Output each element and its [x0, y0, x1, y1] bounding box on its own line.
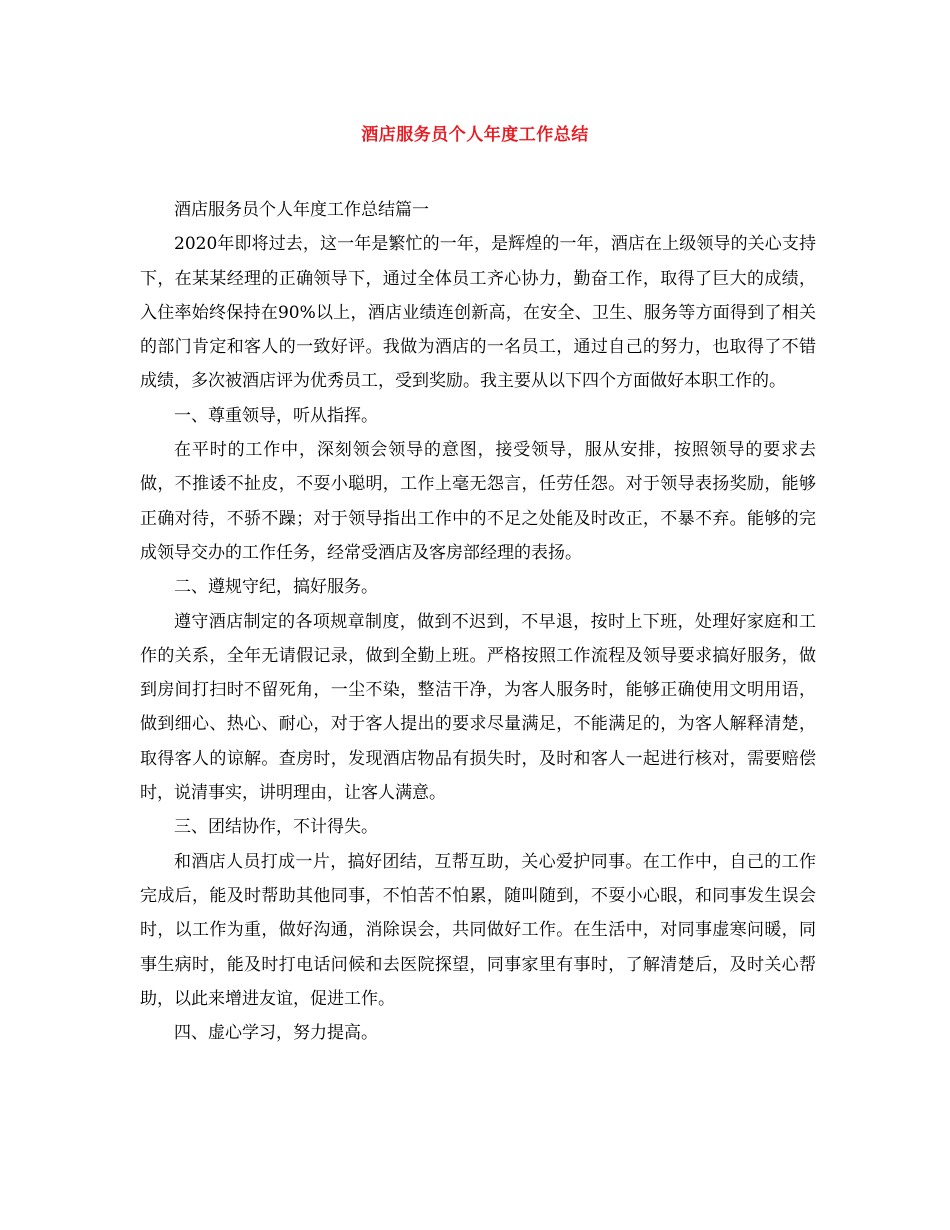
paragraph-section-1: 在平时的工作中，深刻领会领导的意图，接受领导，服从安排，按照领导的要求去做，不推诿不扯皮，不耍小聪明，工作上毫无怨言，任劳任怨。对于领导表扬奖励，能够正确对待，不骄不躁；对于领导指出工作中的不足之处能及时改正，不暴不弃。能够的完成领导交办的工作任务，经常受酒店及客房部经理的表扬。 — [140, 440, 816, 563]
document-title: 酒店服务员个人年度工作总结 — [361, 125, 589, 145]
section-heading-1: 一、尊重领导，听从指挥。 — [174, 405, 378, 426]
section-heading-4: 四、虚心学习，努力提高。 — [174, 1023, 378, 1044]
section-heading-3: 三、团结协作，不计得失。 — [174, 817, 378, 838]
paragraph-section-3: 和酒店人员打成一片，搞好团结，互帮互助，关心爱护同事。在工作中，自己的工作完成后，能及时帮助其他同事，不怕苦不怕累，随叫随到，不耍小心眼，和同事发生误会时，以工作为重，做好沟通，消除误会，共同做好工作。在生活中，对同事虚寒问暖，同事生病时，能及时打电话问候和去医院探望，同事家里有事时，了解清楚后，及时关心帮助，以此来增进友谊，促进工作。 — [140, 851, 816, 1009]
section-heading-2: 二、遵规守纪，搞好服务。 — [174, 577, 378, 598]
paragraph-section-2: 遵守酒店制定的各项规章制度，做到不迟到，不早退，按时上下班，处理好家庭和工作的关系，全年无请假记录，做到全勤上班。严格按照工作流程及领导要求搞好服务，做到房间打扫时不留死角，一尘不染，整洁干净，为客人服务时，能够正确使用文明用语，做到细心、热心、耐心，对于客人提出的要求尽量满足，不能满足的，为客人解释清楚，取得客人的谅解。查房时，发现酒店物品有损失时，及时和客人一起进行核对，需要赔偿时，说清事实，讲明理由，让客人满意。 — [140, 611, 816, 804]
document-body — [140, 193, 816, 1050]
paragraph-intro: 2020年即将过去，这一年是繁忙的一年，是辉煌的一年，酒店在上级领导的关心支持下，在某某经理的正确领导下，通过全体员工齐心协力，勤奋工作，取得了巨大的成绩，入住率始终保持在90%以上，酒店业绩连创新高，在安全、卫生、服务等方面得到了相关的部门肯定和客人的一致好评。我做为酒店的一名员工，通过自己的努力，也取得了不错成绩，多次被酒店评为优秀员工，受到奖励。我主要从以下四个方面做好本职工作的。 — [140, 234, 816, 392]
paragraph-heading: 酒店服务员个人年度工作总结篇一 — [174, 200, 429, 220]
